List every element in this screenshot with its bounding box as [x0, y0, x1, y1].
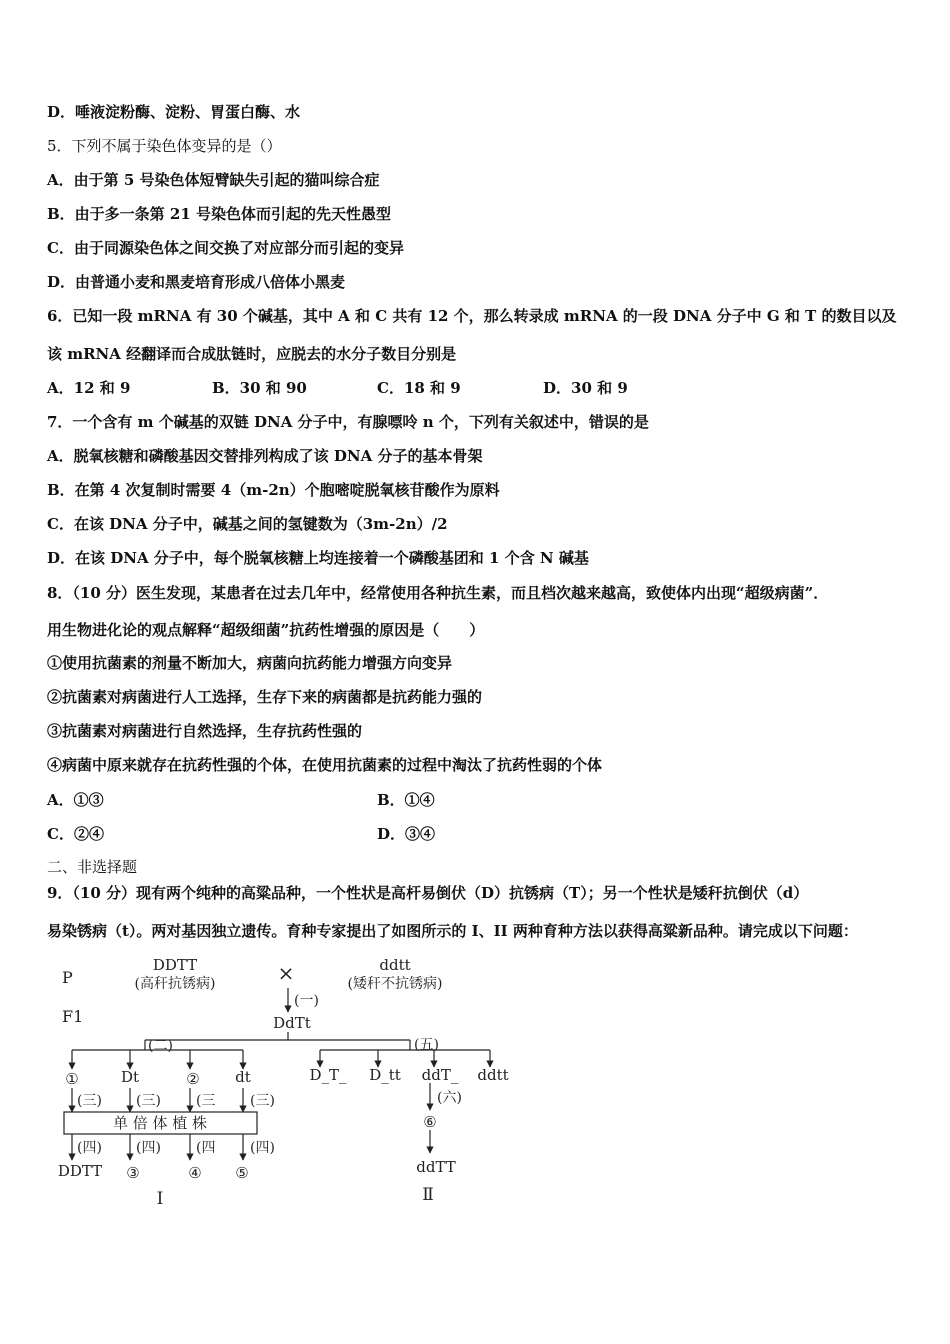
question-8-statement-1: ①使用抗菌素的剂量不断加大，病菌向抗药能力增强方向变异: [47, 654, 453, 672]
f1-genotype: DdTt: [273, 1014, 311, 1032]
question-5-option-c: C．由于同源染色体之间交换了对应部分而引起的变异: [47, 239, 404, 257]
f2-genotype-4: ddtt: [477, 1066, 509, 1084]
question-8-option-c: C．②④: [47, 825, 104, 843]
parent2-description: (矮秆不抗锈病): [347, 976, 443, 992]
cross-symbol: ×: [277, 961, 295, 985]
label-p: P: [62, 968, 73, 987]
result-3: ④: [188, 1164, 202, 1182]
step-4-label-1: (四): [77, 1140, 102, 1156]
section-heading: 二、非选择题: [47, 858, 138, 876]
question-6-option-b: B．30 和 90: [212, 379, 307, 397]
step-6-label: (六): [437, 1090, 462, 1106]
step-4-label-2: (四): [136, 1140, 161, 1156]
step-1-label: (一): [294, 993, 319, 1009]
result-1: DDTT: [57, 1162, 103, 1180]
question-8-statement-2: ②抗菌素对病菌进行人工选择，生存下来的病菌都是抗药能力强的: [47, 688, 483, 706]
parent1-genotype: DDTT: [152, 956, 198, 974]
gamete-2: Dt: [120, 1068, 140, 1086]
question-8-option-a: A．①③: [47, 791, 104, 809]
f2-genotype-1: D_T_: [309, 1066, 347, 1084]
step-3-label-3: (三: [196, 1093, 216, 1109]
gamete-1: ①: [65, 1070, 79, 1088]
question-8-option-d: D．③④: [377, 825, 436, 843]
step-4-label-4: (四): [250, 1140, 275, 1156]
question-6-option-d: D．30 和 9: [543, 379, 628, 397]
question-6-option-a: A．12 和 9: [47, 379, 131, 397]
result-2: ③: [126, 1164, 140, 1182]
circle-6: ⑥: [423, 1113, 437, 1131]
step-3-label-4: (三): [250, 1093, 275, 1109]
question-9-stem-line2: 易染锈病（t）。两对基因独立遗传。育种专家提出了如图所示的 I、II 两种育种方法以获得高粱新品种。请完成以下问题：: [47, 922, 858, 940]
question-5-option-a: A．由于第 5 号染色体短臂缺失引起的猫叫综合症: [47, 171, 380, 189]
haploid-box-label: 单 倍 体 植 株: [112, 1114, 208, 1132]
question-9-stem-line1: 9．（10 分）现有两个纯种的高粱品种，一个性状是高杆易倒伏（D）抗锈病（T）；另一个性状是矮秆抗倒伏（d）: [47, 884, 809, 902]
question-8-statement-3: ③抗菌素对病菌进行自然选择，生存抗药性强的: [47, 722, 363, 740]
question-6-stem-line1: 6．已知一段 mRNA 有 30 个碱基，其中 A 和 C 共有 12 个，那么转录成 mRNA 的一段 DNA 分子中 G 和 T 的数目以及: [47, 307, 897, 325]
final-genotype: ddTT: [416, 1158, 456, 1176]
f2-genotype-3: ddT_: [421, 1066, 459, 1084]
breeding-diagram: [0, 950, 950, 1220]
question-8-statement-4: ④病菌中原来就存在抗药性强的个体，在使用抗菌素的过程中淘汰了抗药性弱的个体: [47, 756, 603, 774]
method-label-1: Ⅰ: [156, 1189, 164, 1209]
question-6-option-c: C．18 和 9: [377, 379, 461, 397]
step-3-label-1: (三): [77, 1093, 102, 1109]
step-5-label: (五): [414, 1037, 439, 1053]
gamete-4: dt: [235, 1068, 251, 1086]
f2-genotype-2: D_tt: [369, 1066, 401, 1084]
question-5-option-d: D．由普通小麦和黑麦培育形成八倍体小黑麦: [47, 273, 346, 291]
question-7-option-c: C．在该 DNA 分子中，碱基之间的氢键数为（3m-2n）/2: [47, 515, 448, 533]
question-7-option-b: B．在第 4 次复制时需要 4（m-2n）个胞嘧啶脱氧核苷酸作为原料: [47, 481, 500, 499]
question-8-option-b: B．①④: [377, 791, 435, 809]
question-8-stem-line1: 8．（10 分）医生发现，某患者在过去几年中，经常使用各种抗生素，而且档次越来越高，致使体内出现“超级病菌”．: [47, 584, 829, 602]
result-4: ⑤: [235, 1164, 249, 1182]
parent2-genotype: ddtt: [379, 956, 411, 974]
step-3-label-2: (三): [136, 1093, 161, 1109]
method-label-2: Ⅱ: [422, 1185, 434, 1205]
question-5-option-b: B．由于多一条第 21 号染色体而引起的先天性愚型: [47, 205, 391, 223]
step-4-label-3: (四: [196, 1140, 216, 1156]
step-2-label: (二): [148, 1038, 173, 1054]
question-6-stem-line2: 该 mRNA 经翻译而合成肽链时，应脱去的水分子数目分别是: [47, 345, 457, 363]
question-7-stem: 7．一个含有 m 个碱基的双链 DNA 分子中，有腺嘌呤 n 个，下列有关叙述中，错误的是: [47, 413, 649, 431]
question-8-stem-line2: 用生物进化论的观点解释“超级细菌”抗药性增强的原因是（ ）: [47, 621, 485, 639]
question-5-stem: 5．下列不属于染色体变异的是（）: [47, 137, 282, 155]
question-4-option-d: D．唾液淀粉酶、淀粉、胃蛋白酶、水: [47, 103, 301, 121]
gamete-3: ②: [186, 1070, 200, 1088]
question-7-option-a: A．脱氧核糖和磷酸基因交替排列构成了该 DNA 分子的基本骨架: [47, 447, 483, 465]
parent1-description: (高秆抗锈病): [134, 976, 216, 992]
label-f1: F1: [62, 1007, 84, 1026]
question-7-option-d: D．在该 DNA 分子中，每个脱氧核糖上均连接着一个磷酸基团和 1 个含 N 碱基: [47, 549, 589, 567]
